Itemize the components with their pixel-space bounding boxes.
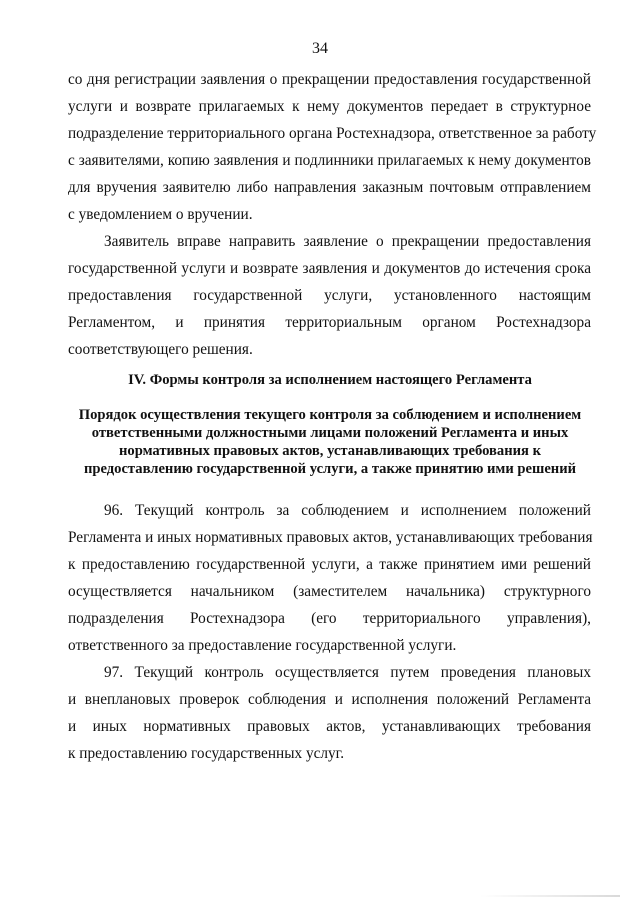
text-line: подразделение территориального органа Ростехнадзора, ответственное за работу xyxy=(68,125,597,142)
scan-edge-mark xyxy=(480,895,620,897)
heading-line: нормативных правовых актов, устанавливающих требования к xyxy=(118,443,541,459)
text-line: 97. Текущий контроль осуществляется путем проведения плановых xyxy=(104,664,591,681)
text-line: государственной услуги и возврате заявления и документов до истечения срока xyxy=(68,260,591,277)
section-heading: IV. Формы контроля за исполнением настоящего Регламента xyxy=(128,372,532,388)
text-line: для вручения заявителю либо направления заказным почтовым отправлением xyxy=(68,179,591,196)
text-line: со дня регистрации заявления о прекращении предоставления государственной xyxy=(68,71,591,88)
text-line: Регламентом, и принятия территориальным органом Ростехнадзора xyxy=(68,314,591,331)
text-line: ответственного за предоставление государственной услуги. xyxy=(68,637,457,654)
text-line: с уведомлением о вручении. xyxy=(68,206,253,223)
heading-line: ответственными должностными лицами положений Регламента и иных xyxy=(91,425,569,441)
text-line: осуществляется начальником (заместителем начальника) структурного xyxy=(68,583,591,600)
page-number: 34 xyxy=(312,40,328,57)
text-line: соответствующего решения. xyxy=(68,341,253,358)
heading-line: предоставлению государственной услуги, а также принятию ими решений xyxy=(83,461,577,477)
text-line: предоставления государственной услуги, установленного настоящим xyxy=(68,287,591,304)
text-line: и иных нормативных правовых актов, устанавливающих требования xyxy=(68,718,591,735)
text-line: к предоставлению государственных услуг. xyxy=(68,745,345,762)
text-line: и внеплановых проверок соблюдения и исполнения положений Регламента xyxy=(68,691,591,708)
text-line: подразделения Ростехнадзора (его территориального управления), xyxy=(68,610,591,627)
text-line: к предоставлению государственной услуги, а также принятием ими решений xyxy=(68,556,591,573)
text-line: Заявитель вправе направить заявление о прекращении предоставления xyxy=(104,233,591,250)
text-line: услуги и возврате прилагаемых к нему документов передает в структурное xyxy=(68,98,591,115)
text-line: 96. Текущий контроль за соблюдением и исполнением положений xyxy=(104,502,591,519)
text-line: Регламента и иных нормативных правовых актов, устанавливающих требования xyxy=(68,529,593,546)
heading-line: Порядок осуществления текущего контроля за соблюдением и исполнением xyxy=(78,407,582,423)
text-line: с заявителями, копию заявления и подлинники прилагаемых к нему документов xyxy=(68,152,591,169)
